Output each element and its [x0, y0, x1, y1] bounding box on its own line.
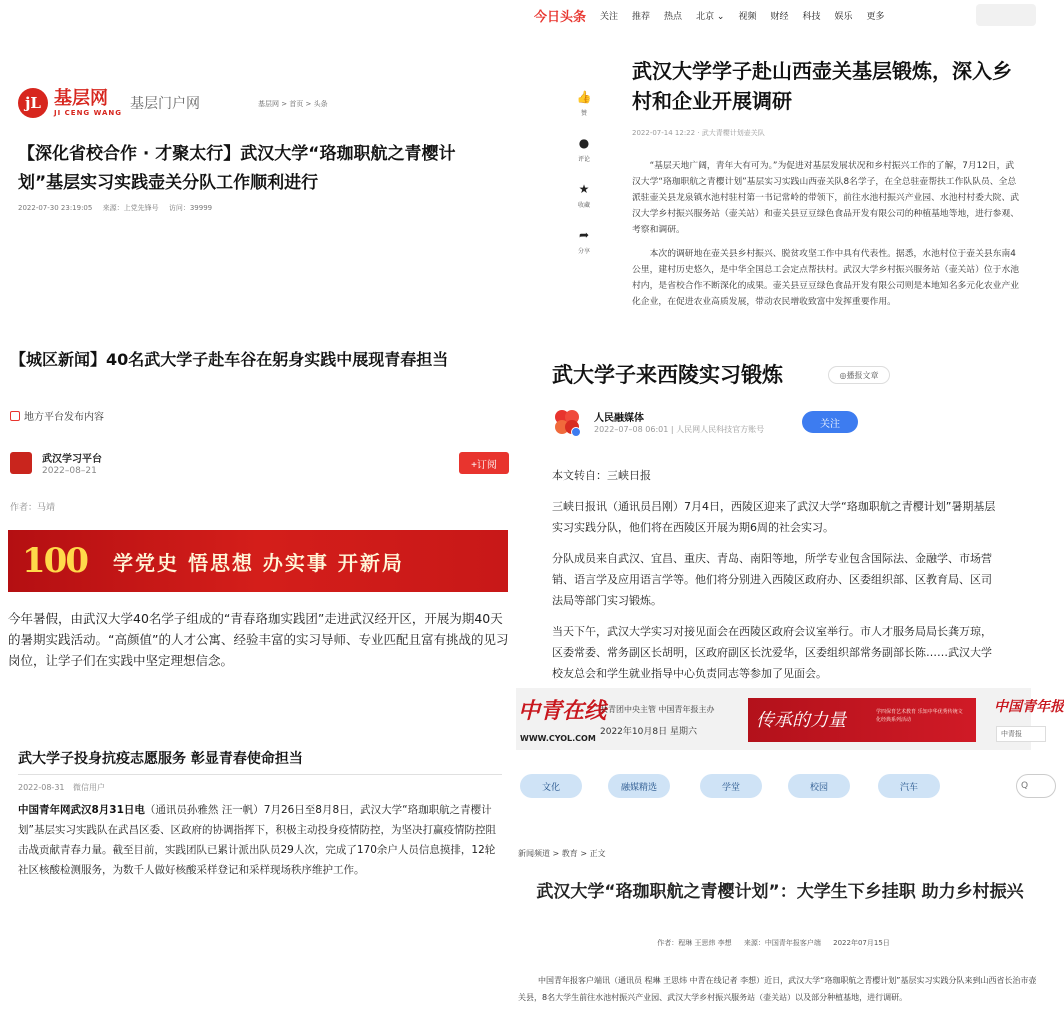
breadcrumb[interactable]: 新闻频道 > 教育 > 正文	[518, 849, 606, 858]
banner-100: 100	[22, 541, 87, 581]
avatar[interactable]	[10, 452, 32, 474]
article-title: 【城区新闻】40名武大学子赴车谷在躬身实践中展现青春担当	[10, 350, 449, 369]
nav-item-more[interactable]: 更多	[866, 11, 885, 22]
article-body: 中国青年报客户端讯（通讯员 程琳 王思炜 中青在线记者 李想）近日，武汉大学“珞珈职航之青樱计划”基层实习实践分队来到山西省长治市壶关县，8名大学生前往水池村振兴产业园、武汉大学乡村振兴服务站（壶关站）以及部分种植基地，进行调研。	[518, 976, 1037, 1002]
article-body	[552, 465, 1002, 694]
site-org: 共青团中央主管 中国青年报主办	[600, 705, 715, 714]
channel-culture[interactable]: 文化	[520, 774, 582, 798]
document-icon	[10, 411, 20, 421]
article-source: 微信用户	[73, 783, 106, 792]
share-button[interactable]: ➦ 分享	[564, 228, 604, 274]
channel-media[interactable]: 融媒精选	[608, 774, 670, 798]
panel-xiling-article	[516, 345, 1031, 688]
toutiao-logo[interactable]: 今日头条	[534, 9, 587, 25]
article-date: 2022-07-30 23:19:05	[18, 204, 93, 212]
paragraph: 当天下午，武汉大学实习对接见面会在西陵区政府会议室举行。市人才服务局局长龚万琼，区委常委、常务副区长胡明，区政府副区长沈爱华，区委组织部常务副部长陈……武汉大学校友总会和学生就业指导中心负责同志等参加了见面会。	[552, 625, 992, 680]
article-title: 武大学子投身抗疫志愿服务 彰显青春使命担当	[18, 751, 303, 767]
panel-cyol-article	[516, 688, 1064, 1031]
panel-jiceng-article	[0, 0, 516, 340]
panel-youth-net-article	[0, 686, 516, 1031]
cyd-button[interactable]: 中青报	[996, 726, 1046, 742]
search-icon[interactable]: Q	[1016, 774, 1056, 798]
subscribe-button[interactable]: +订阅	[459, 452, 509, 474]
jiceng-logo[interactable]	[18, 88, 200, 118]
cyol-logo[interactable]: 中青在线	[518, 698, 607, 724]
article-meta	[18, 203, 220, 213]
nav-item-ent[interactable]: 娱乐	[834, 11, 853, 22]
cyd-logo[interactable]: 中国青年报	[994, 699, 1064, 715]
channel-auto[interactable]: 汽车	[878, 774, 940, 798]
portal-label: 基层门户网	[130, 96, 201, 112]
article-visits: 访问：39999	[168, 204, 213, 212]
dateline: 中国青年网武汉8月31日电	[18, 804, 145, 816]
header-ad-banner[interactable]	[748, 698, 976, 742]
article-body: 今年暑假，由武汉大学40名学子组成的“青春珞珈实践团”走进武汉经开区，开展为期40天的暑期实践活动。“高颜值”的人才公寓、经验丰富的实习导师、专业匹配且富有挑战的见习岗位，让学子们在实践中坚定理想信念。	[8, 611, 509, 668]
article-title: 武汉大学学子赴山西壶关基层锻炼，深入乡村和企业开展调研	[632, 59, 1012, 113]
party-history-banner	[8, 530, 508, 592]
favorite-button[interactable]: ★ 收藏	[564, 182, 604, 228]
ad-title: 传承的力量	[756, 710, 846, 731]
renmin-media-logo-icon[interactable]	[552, 407, 582, 437]
article-body	[632, 158, 1022, 318]
nav-item-hot[interactable]: 热点	[664, 11, 683, 22]
account-name[interactable]: 武汉学习平台	[42, 454, 102, 465]
nav-item-follow[interactable]: 关注	[600, 11, 619, 22]
search-input[interactable]	[976, 4, 1036, 26]
comment-icon: ●	[578, 136, 590, 150]
channel-school[interactable]: 学堂	[700, 774, 762, 798]
platform-source	[10, 408, 104, 423]
banner-slogan: 学党史 悟思想 办实事 开新局	[112, 550, 404, 575]
paragraph: 本次的调研地在壶关县乡村振兴、脱贫攻坚工作中具有代表性。据悉，水池村位于壶关县东南4公里，建村历史悠久，是中华全国总工会定点帮扶村。武汉大学乡村振兴服务站（壶关站）位于水池村内，是省校合作不断深化的成果。壶关县豆豆绿色食品开发有限公司则是本地知名多元化农业产业化企业，在促进农业高质发展，带动农民增收致富中发挥重要作用。	[632, 249, 1020, 307]
logo-en: JI CENG WANG	[54, 108, 123, 117]
channel-nav	[516, 774, 1031, 808]
account-date: 2022–08–21	[42, 466, 97, 476]
logo-cn: 基层网	[54, 87, 108, 109]
site-date: 2022年10月8日 星期六	[600, 727, 697, 737]
nav-item-video[interactable]: 视频	[738, 11, 757, 22]
author-line: 作者：马靖	[10, 503, 56, 513]
article-date: 2022年07月15日	[833, 939, 890, 947]
paragraph: 本文转自：三峡日报	[552, 469, 651, 482]
article-meta: 2022-07-14 12:22 · 武大青樱计划壶关队	[632, 129, 765, 137]
nav-item-beijing[interactable]: 北京 ⌄	[696, 11, 725, 22]
paragraph: 分队成员来自武汉、宜昌、重庆、青岛、南阳等地，所学专业包含国际法、金融学、市场营销、语言学及应用语言学等。他们将分别进入西陵区政府办、区委组织部、区教育局、区司法局等部门实习锻炼。	[552, 552, 992, 607]
channel-campus[interactable]: 校园	[788, 774, 850, 798]
breadcrumb[interactable]: 基层网 > 首页 > 头条	[258, 100, 328, 108]
article-source: 来源：上党先锋号	[102, 204, 159, 212]
jiceng-logo-icon: jL	[18, 88, 48, 118]
share-icon: ➦	[578, 228, 590, 242]
article-author: 作者：程琳 王思炜 李想	[657, 939, 732, 947]
article-title: 【深化省校合作 · 才聚太行】武汉大学“珞珈职航之青樱计划”基层实习实践壶关分队工作顺利进行	[18, 144, 456, 193]
article-source: 来源：中国青年报客户端	[743, 939, 821, 947]
like-button[interactable]: 👍 赞	[564, 90, 604, 136]
body-text: （通讯员孙雅然 汪一帆）7月26日至8月8日，武汉大学“珞珈职航之青樱计划”基层实习实践队在武昌区委、区政府的协调指挥下，积极主动投身疫情防控，为坚决打赢疫情防控阻击战贡献青春力量。截至目前，实践团队已累计派出队员29人次，完成了170余户人员信息摸排，12轮社区核酸检测服务，为数千人做好核酸采样登记和采样现场秩序维护工作。	[18, 804, 496, 876]
account-name[interactable]: 人民融媒体	[594, 413, 644, 424]
platform-source-label: 地方平台发布内容	[24, 412, 104, 423]
nav-item-recommend[interactable]: 推荐	[632, 11, 651, 22]
site-url: WWW.CYOL.COM	[520, 734, 596, 743]
divider	[18, 774, 502, 775]
account-meta: 2022–07–08 06:01 | 人民网人民科技官方账号	[594, 425, 765, 434]
comment-button[interactable]: ● 评论	[564, 136, 604, 182]
article-title: 武汉大学“珞珈职航之青樱计划”：大学生下乡挂职 助力乡村振兴	[536, 882, 1024, 902]
thumbs-up-icon: 👍	[576, 90, 592, 104]
article-body	[18, 800, 500, 880]
nav-item-finance[interactable]: 财经	[770, 11, 789, 22]
article-date: 2022-08-31	[18, 783, 65, 792]
top-nav	[516, 0, 1031, 30]
site-header	[516, 688, 1064, 750]
star-icon: ★	[578, 182, 590, 196]
action-sidebar	[564, 90, 604, 274]
article-title: 武大学子来西陵实习锻炼	[552, 363, 783, 387]
article-meta	[18, 782, 111, 793]
follow-button[interactable]: 关注	[802, 411, 858, 433]
article-meta	[516, 938, 1031, 948]
ad-subtitle: 学四保育艺术教育 乐知中华优秀传统文化经典系列活动	[876, 709, 963, 723]
panel-toutiao-article	[516, 0, 1031, 345]
listen-button[interactable]: ◎播报文章	[828, 366, 890, 384]
nav-item-tech[interactable]: 科技	[802, 11, 821, 22]
paragraph: “基层天地广阔，青年大有可为。”为促进对基层发展状况和乡村振兴工作的了解，7月12日，武汉大学“珞珈职航之青樱计划”基层实习实践山西壶关队8名学子，在全总驻壶帮扶工作队队员、全总派驻壶关县龙泉镇水池村驻村第一书记常岭的带领下，前往水池村振兴产业园、水池村村委大院、武汉大学乡村振兴服务站（壶关站）和壶关县豆豆绿色食品开发有限公司的种植基地等地，进行参观、考察和调研。	[632, 161, 1020, 235]
paragraph: 三峡日报讯（通讯员吕刚）7月4日，西陵区迎来了武汉大学“珞珈职航之青樱计划”暑期基层实习实践分队，他们将在西陵区开展为期6周的社会实习。	[552, 500, 996, 534]
panel-city-news	[0, 340, 516, 686]
